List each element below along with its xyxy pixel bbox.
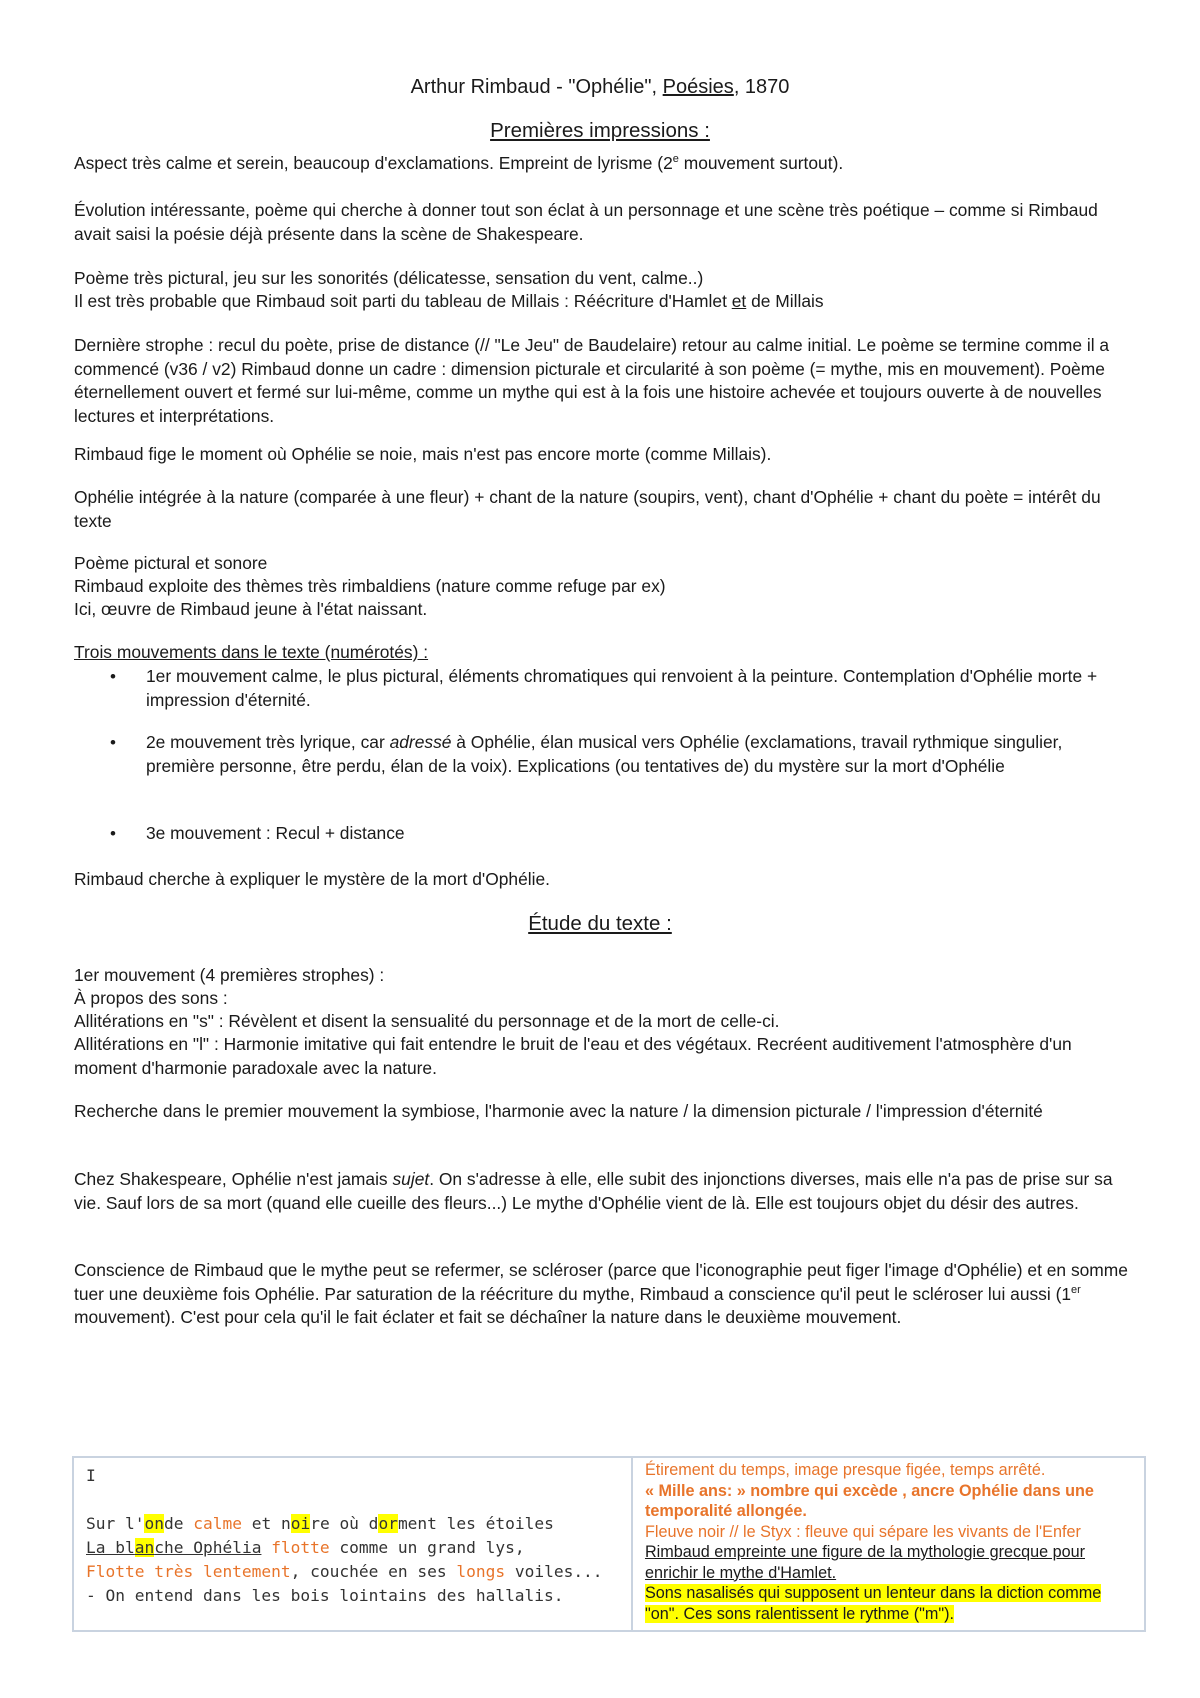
title-author: Arthur Rimbaud - "Ophélie", (410, 76, 663, 98)
paragraph-rimbaud-fige: Rimbaud fige le moment où Ophélie se noie, mais n'est pas encore morte (comme Millais). (74, 444, 772, 464)
paragraph-mystere: Rimbaud cherche à expliquer le mystère de la mort d'Ophélie. (74, 869, 551, 889)
movement-2-em: adressé (389, 732, 452, 752)
title-year: , 1870 (733, 76, 790, 98)
seg-highlight: on (144, 1514, 164, 1533)
conscience-a: Conscience de Rimbaud que le mythe peut se refermer, se scléroser (parce que l'iconographie peut figer l'image d'Ophélie) et en somme tuer une deuxième fois Ophélie. Par saturation de la réécriture du mythe, Rimbaud a conscience qu'il peut le scléroser lui aussi (1 (74, 1260, 1128, 1304)
spacer (86, 1488, 619, 1512)
superscript: er (1071, 1283, 1081, 1296)
paragraph-shakespeare (74, 1168, 1129, 1215)
superscript: e (672, 153, 679, 166)
comment-sons-text: Sons nasalisés qui supposent un lenteur dans la diction comme "on". Ces sons ralentissent le rythme ("m"). (644, 1584, 1102, 1623)
seg: comme un grand lys, (329, 1538, 525, 1557)
etude-line-2: À propos des sons : (74, 988, 228, 1008)
paragraph-oeuvre: Ici, œuvre de Rimbaud jeune à l'état naissant. (74, 599, 428, 619)
paragraph-themes: Rimbaud exploite des thèmes très rimbaldiens (nature comme refuge par ex) (74, 576, 666, 596)
movement-2-b: à Ophélie, élan musical vers Ophélie (exclamations, travail rythmique singulier, première personne, être perdu, élan de la voix). Explications (ou tentatives de) du mystère sur la mort d'Ophélie (146, 732, 1063, 776)
shakespeare-b: . On s'adresse à elle, elle subit des injonctions diverses, mais elle n'a pas de prise sur sa vie. Sauf lors de sa mort (quand elle cueille des fleurs...) Le mythe d'Ophélie vient de là. Elle est toujours objet du désir des autres. (74, 1169, 1113, 1213)
movement-2-a: 2e mouvement très lyrique, car (146, 732, 390, 752)
conscience-b: mouvement). C'est pour cela qu'il le fait éclater et fait se déchaîner la nature dans le deuxième mouvement. (74, 1307, 902, 1327)
seg: voiles... (505, 1562, 603, 1581)
comment-fleuve-noir: Fleuve noir // le Styx : fleuve qui sépare les vivants de l'Enfer (644, 1522, 1081, 1541)
paragraph-aspect (74, 152, 1129, 176)
etude-line-1: 1er mouvement (4 premières strophes) : (74, 965, 385, 985)
seg: et n (241, 1514, 291, 1533)
poem-line-2 (86, 1536, 619, 1560)
seg: ment les étoiles (397, 1514, 554, 1533)
poem-table (72, 1456, 1146, 1632)
stanza-numeral: I (86, 1466, 96, 1485)
heading-etude-du-texte: Étude du texte : (528, 912, 672, 935)
poem-line-1 (86, 1512, 619, 1536)
paragraph-symbiose: Recherche dans le premier mouvement la symbiose, l'harmonie avec la nature / la dimension picturale / l'impression d'éternité (74, 1101, 1043, 1121)
seg-orange: calme (193, 1514, 242, 1533)
bullet-icon: • (110, 667, 116, 686)
bullet-icon: • (110, 733, 116, 752)
comment-etirement: Étirement du temps, image presque figée, temps arrêté. (644, 1461, 1046, 1479)
paragraph-pictural-line2 (74, 290, 1129, 314)
comment-sons-nasalises (645, 1583, 1132, 1624)
etude-line-4: Allitérations en "l" : Harmonie imitative qui fait entendre le bruit de l'eau et des végétaux. Recréent auditivement l'atmosphère d'un moment d'harmonie paradoxale avec la nature. (74, 1034, 1072, 1078)
seg-highlight: an (134, 1538, 155, 1557)
seg-highlight: or (378, 1514, 398, 1533)
seg-orange: longs (456, 1562, 506, 1581)
seg-highlight: oi (290, 1514, 311, 1533)
poem-line-3 (86, 1560, 619, 1584)
poem-stanza-cell (73, 1457, 632, 1631)
paragraph-pictural-line1: Poème très pictural, jeu sur les sonorités (délicatesse, sensation du vent, calme..) (74, 268, 704, 288)
seg (261, 1538, 271, 1557)
paragraph-ophelie-nature: Ophélie intégrée à la nature (comparée à une fleur) + chant de la nature (soupirs, vent), chant d'Ophélie + chant du poète = intérêt du texte (74, 487, 1101, 531)
paragraph-conscience (74, 1259, 1129, 1330)
seg-orange: Flotte très lentement (86, 1562, 291, 1581)
seg-underline: che Ophélia (154, 1538, 262, 1557)
seg: de (163, 1514, 194, 1533)
document-title (74, 74, 1126, 100)
bullet-icon: • (110, 824, 116, 843)
paragraph-derniere-strophe: Dernière strophe : recul du poète, prise de distance (// "Le Jeu" de Baudelaire) retour au calme initial. Le poème se termine comme il a commencé (v36 / v2) Rimbaud donne un cadre : dimension picturale et circularité à son poème (= mythe, mis en mouvement). Poème éternellement ouvert et fermé sur lui-même, comme un mythe qui est à la fois une histoire achevée et toujours ouverte à de nouvelles lectures et interprétations. (74, 335, 1110, 426)
paragraph-evolution: Évolution intéressante, poème qui cherche à donner tout son éclat à un personnage et une scène très poétique – comme si Rimbaud avait saisi la poésie déjà présente dans la scène de Shakespeare. (74, 200, 1098, 244)
seg-underline: La bl (86, 1538, 135, 1557)
movements-heading: Trois mouvements dans le texte (numérotés) : (74, 642, 429, 662)
shakespeare-em: sujet (392, 1169, 430, 1189)
paragraph-aspect-end: mouvement surtout). (678, 153, 844, 173)
title-collection: Poésies (662, 76, 734, 98)
pictural-line2-a: Il est très probable que Rimbaud soit parti du tableau de Millais : Réécriture d'Hamlet (74, 291, 732, 311)
etude-line-3: Allitérations en "s" : Révèlent et disent la sensualité du personnage et de la mort de celle-ci. (74, 1011, 780, 1031)
seg: re où d (310, 1514, 379, 1533)
shakespeare-a: Chez Shakespeare, Ophélie n'est jamais (74, 1169, 393, 1189)
comment-mythologie: Rimbaud empreinte une figure de la mythologie grecque pour enrichir le mythe d'Hamlet. (644, 1543, 1085, 1582)
seg: , couchée en ses (290, 1562, 457, 1581)
comment-mille-ans: « Mille ans: » nombre qui excède , ancre Ophélie dans une temporalité allongée. (644, 1481, 1094, 1520)
table-row (73, 1457, 1145, 1631)
movement-3-text: 3e mouvement : Recul + distance (146, 823, 405, 843)
seg: Sur l' (86, 1514, 145, 1533)
paragraph-pictural-sonore: Poème pictural et sonore (74, 553, 268, 573)
pictural-line2-et: et (731, 291, 747, 311)
pictural-line2-b: de Millais (746, 291, 824, 311)
movement-2-text (146, 731, 1130, 778)
paragraph-aspect-text: Aspect très calme et serein, beaucoup d'exclamations. Empreint de lyrisme (2 (74, 153, 673, 173)
movement-1-text: 1er mouvement calme, le plus pictural, éléments chromatiques qui renvoient à la peinture. Contemplation d'Ophélie morte + impression d'éternité. (146, 666, 1098, 710)
seg-orange: flotte (271, 1538, 330, 1557)
heading-premieres-impressions: Premières impressions : (490, 119, 710, 142)
poem-commentary-cell (632, 1457, 1145, 1631)
poem-line-4: - On entend dans les bois lointains des hallalis. (86, 1586, 564, 1605)
